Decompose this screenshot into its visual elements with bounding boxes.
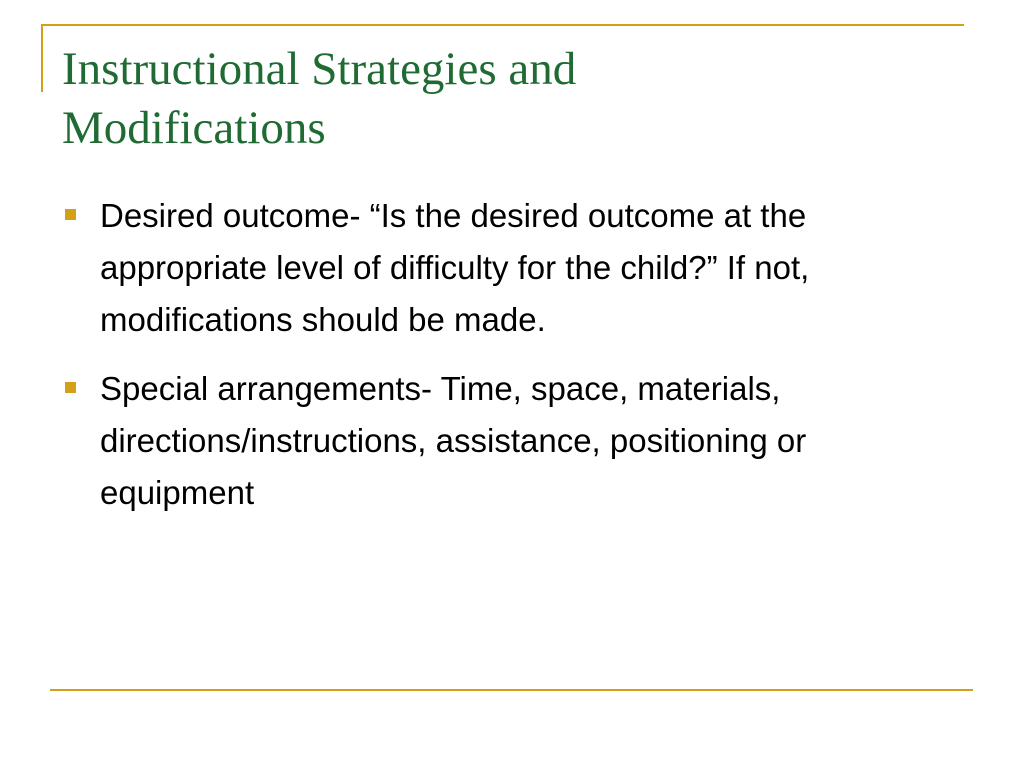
bullet-list [62, 190, 962, 536]
bullet-text-desired-outcome: Desired outcome- “Is the desired outcome at the appropriate level of difficulty for the child?” If not, modifications should be made. [100, 197, 810, 338]
left-accent-line [41, 24, 43, 92]
bullet-item-special-arrangements [62, 363, 962, 519]
slide-title [62, 40, 962, 158]
bullet-text-special-arrangements: Special arrangements- Time, space, materials, directions/instructions, assistance, positioning or equipment [100, 370, 807, 511]
top-accent-line [41, 24, 964, 26]
slide-title-line-1: Instructional Strategies and [62, 43, 577, 95]
square-bullet-icon [65, 209, 76, 220]
bullet-item-desired-outcome [62, 190, 962, 346]
square-bullet-icon [65, 382, 76, 393]
bottom-accent-line [50, 689, 973, 691]
slide-title-line-2: Modifications [62, 102, 326, 154]
